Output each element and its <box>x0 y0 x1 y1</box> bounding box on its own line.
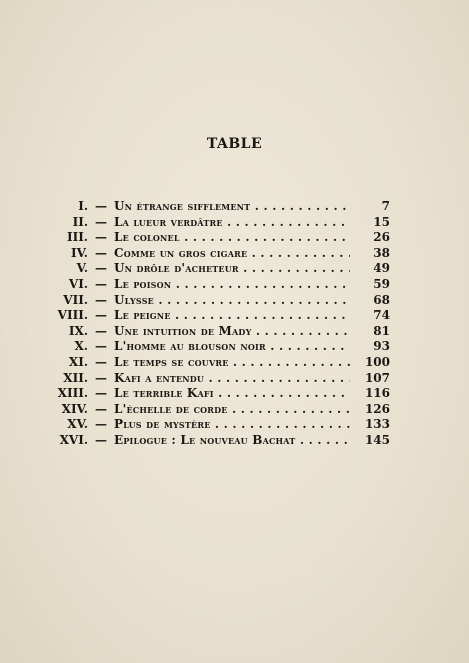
page-number: 126 <box>364 401 390 416</box>
chapter-number: VII. <box>63 292 88 307</box>
dash: — <box>95 401 107 416</box>
chapter-title: Une intuition de Mady . . . <box>114 324 350 340</box>
page-number: 133 <box>364 417 390 432</box>
chapter-number: XIV. <box>61 401 88 416</box>
page-number: 93 <box>373 339 390 354</box>
chapter-title: Ulysse . . . <box>114 293 350 309</box>
toc-entry <box>48 215 398 231</box>
chapter-title: La lueur verdâtre . . . <box>114 215 350 231</box>
toc-entry <box>48 199 398 215</box>
page-number: 7 <box>381 199 390 213</box>
page-number: 26 <box>373 230 390 245</box>
chapter-title: Un étrange sifflement . . . <box>114 199 350 215</box>
table-of-contents <box>48 199 398 449</box>
toc-entry <box>48 402 398 418</box>
chapter-number: IX. <box>68 323 88 338</box>
dash: — <box>95 276 107 291</box>
chapter-number: XII. <box>63 370 88 385</box>
page-number: 49 <box>373 261 390 276</box>
toc-entry <box>48 308 398 324</box>
toc-entry <box>48 371 398 387</box>
toc-entry <box>48 246 398 262</box>
toc-entry <box>48 230 398 246</box>
chapter-title: Le colonel . . . <box>114 230 350 246</box>
dash: — <box>95 245 107 260</box>
chapter-number: XVI. <box>59 432 88 447</box>
page-number: 15 <box>373 214 390 229</box>
dash: — <box>95 432 107 447</box>
page-number: 145 <box>364 432 390 447</box>
toc-entry <box>48 355 398 371</box>
dash: — <box>95 354 107 369</box>
chapter-number: XIII. <box>57 386 88 401</box>
page-title: TABLE <box>206 136 263 152</box>
chapter-title: Un drôle d'acheteur . . . <box>114 261 350 277</box>
chapter-title: Epilogue : Le nouveau Bachat . . . <box>114 433 350 449</box>
page-number: 68 <box>373 292 390 307</box>
dash: — <box>95 370 107 385</box>
chapter-number: III. <box>66 230 88 245</box>
toc-entry <box>48 293 398 309</box>
dash: — <box>95 261 107 276</box>
chapter-number: I. <box>78 199 88 213</box>
dash: — <box>95 417 107 432</box>
chapter-title: Kafi a entendu . . . <box>114 371 350 387</box>
chapter-title: Le poison . . . <box>114 277 350 293</box>
chapter-number: XI. <box>68 354 88 369</box>
page-number: 107 <box>364 370 390 385</box>
chapter-number: II. <box>72 214 88 229</box>
dash: — <box>95 292 107 307</box>
chapter-title: L'échelle de corde . . . <box>114 402 350 418</box>
chapter-title: Le peigne . . . <box>114 308 350 324</box>
toc-entry <box>48 417 398 433</box>
chapter-number: IV. <box>70 245 88 260</box>
chapter-title: Le terrible Kafi . . . <box>114 386 350 402</box>
page-number: 74 <box>373 308 390 323</box>
chapter-number: V. <box>76 261 88 276</box>
chapter-number: XV. <box>67 417 88 432</box>
page-number: 59 <box>373 276 390 291</box>
dash: — <box>95 214 107 229</box>
toc-entry <box>48 386 398 402</box>
page-number: 100 <box>364 354 390 369</box>
chapter-title: Le temps se couvre . . . <box>114 355 350 371</box>
chapter-title: Plus de mystère . . . <box>114 417 350 433</box>
chapter-number: VIII. <box>57 308 88 323</box>
dash: — <box>95 230 107 245</box>
dash: — <box>95 339 107 354</box>
page-number: 38 <box>373 245 390 260</box>
toc-entry <box>48 433 398 449</box>
page-number: 81 <box>373 323 390 338</box>
dash: — <box>95 308 107 323</box>
dash: — <box>95 386 107 401</box>
chapter-number: VI. <box>68 276 88 291</box>
chapter-title: Comme un gros cigare . . . <box>114 246 350 262</box>
dash: — <box>95 199 107 213</box>
toc-entry <box>48 339 398 355</box>
dash: — <box>95 323 107 338</box>
toc-entry <box>48 277 398 293</box>
chapter-title: L'homme au blouson noir . . . <box>114 339 350 355</box>
chapter-number: X. <box>74 339 88 354</box>
toc-entry <box>48 324 398 340</box>
toc-entry <box>48 261 398 277</box>
page-number: 116 <box>364 386 390 401</box>
